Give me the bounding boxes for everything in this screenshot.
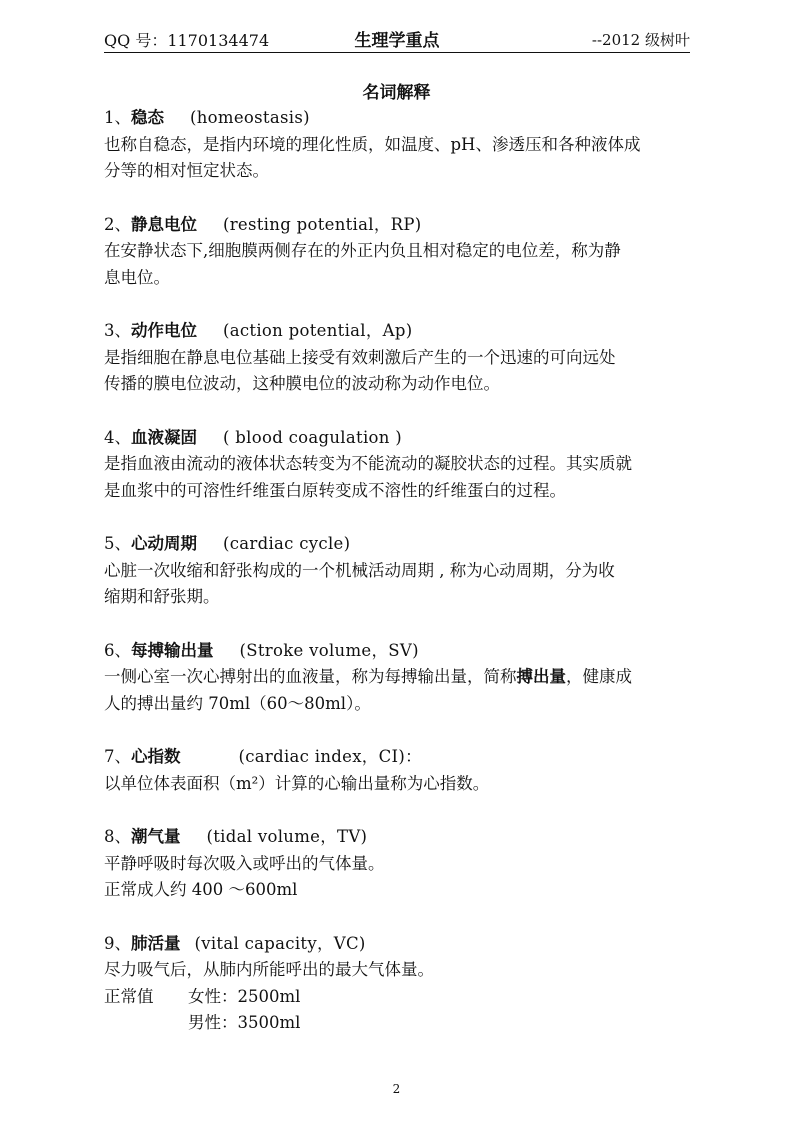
- female-value: 女性：2500ml: [188, 986, 301, 1006]
- term-item: [104, 318, 694, 398]
- definition-line: [104, 664, 694, 691]
- page-number: 2: [392, 1082, 401, 1096]
- term-name: 动作电位: [131, 321, 197, 340]
- header-class: --2012 级树叶: [591, 31, 690, 49]
- normal-value-label: 正常值: [104, 986, 154, 1006]
- term-number: 3、: [104, 321, 131, 340]
- normal-value-row: [104, 1010, 694, 1037]
- term-item: [104, 425, 694, 505]
- term-definition: [104, 345, 694, 398]
- definition-line: 是指血液由流动的液体状态转变为不能流动的凝胶状态的过程。其实质就: [104, 454, 632, 473]
- term-number: 1、: [104, 108, 131, 127]
- term-name: 静息电位: [131, 214, 197, 234]
- page-header: [104, 26, 690, 53]
- term-definition: [104, 558, 694, 611]
- term-name: 心动周期: [131, 534, 197, 553]
- term-number: 4、: [104, 427, 131, 447]
- normal-value-row: [104, 984, 694, 1011]
- definition-line: 人的搏出量约 70ml（60～80ml）。: [104, 693, 371, 713]
- term-name: 潮气量: [131, 827, 181, 846]
- term-heading: [104, 318, 694, 345]
- male-value: 男性：3500ml: [188, 1013, 301, 1032]
- term-item: [104, 212, 694, 292]
- term-list: [104, 105, 694, 1064]
- term-number: 7、: [104, 747, 131, 766]
- definition-line: 以单位体表面积（m²）计算的心输出量称为心指数。: [104, 773, 490, 793]
- term-english: (homeostasis): [190, 108, 310, 127]
- term-name: 每搏输出量: [131, 640, 214, 660]
- term-english: (resting potential，RP): [223, 214, 422, 234]
- term-heading: [104, 744, 694, 771]
- definition-line: 缩期和舒张期。: [104, 587, 220, 606]
- term-english: (tidal volume，TV): [206, 827, 368, 846]
- term-number: 5、: [104, 534, 131, 553]
- term-heading: [104, 212, 694, 239]
- section-title: 名词解释: [362, 83, 431, 103]
- term-name: 血液凝固: [131, 427, 197, 447]
- term-item: [104, 931, 694, 1037]
- term-definition: [104, 664, 694, 717]
- term-english: (cardiac index，CI)：: [238, 747, 422, 766]
- term-number: 6、: [104, 640, 131, 660]
- definition-line: 正常成人约 400 ～600ml: [104, 880, 298, 899]
- definition-line: 分等的相对恒定状态。: [104, 161, 269, 180]
- term-heading: [104, 931, 694, 958]
- term-heading: [104, 105, 694, 132]
- term-number: 8、: [104, 827, 131, 846]
- definition-line: 也称自稳态，是指内环境的理化性质，如温度、pH、渗透压和各种液体成: [104, 134, 641, 154]
- term-definition: [104, 851, 694, 904]
- term-number: 9、: [104, 933, 131, 953]
- term-definition: [104, 238, 694, 291]
- definition-line: 在安静状态下,细胞膜两侧存在的外正内负且相对稳定的电位差，称为静: [104, 241, 621, 260]
- term-english: ( blood coagulation ): [223, 427, 402, 447]
- term-definition: [104, 451, 694, 504]
- term-item: [104, 105, 694, 185]
- term-item: [104, 638, 694, 718]
- definition-line: 心脏一次收缩和舒张构成的一个机械活动周期 , 称为心动周期，分为收: [104, 560, 615, 580]
- term-number: 2、: [104, 214, 131, 234]
- definition-line: 息电位。: [104, 267, 170, 287]
- term-item: [104, 531, 694, 611]
- definition-line: 传播的膜电位波动，这种膜电位的波动称为动作电位。: [104, 374, 500, 393]
- term-name: 肺活量: [131, 933, 181, 953]
- term-name: 稳态: [131, 108, 164, 127]
- term-english: (Stroke volume，SV): [239, 640, 419, 660]
- header-qq: QQ 号：1170134474: [104, 31, 270, 50]
- term-english: (vital capacity，VC): [194, 933, 366, 953]
- definition-line: 是指细胞在静息电位基础上接受有效刺激后产生的一个迅速的可向远处: [104, 347, 616, 367]
- term-name: 心指数: [131, 747, 181, 766]
- term-definition: [104, 771, 694, 798]
- term-heading: [104, 425, 694, 452]
- definition-line: 是血浆中的可溶性纤维蛋白原转变成不溶性的纤维蛋白的过程。: [104, 480, 566, 500]
- term-definition: [104, 132, 694, 185]
- term-heading: [104, 638, 694, 665]
- definition-text: ，健康成: [566, 667, 632, 686]
- term-english: (cardiac cycle): [223, 534, 351, 553]
- term-heading: [104, 824, 694, 851]
- definition-text: 一侧心室一次心搏射出的血液量，称为每搏输出量，简称: [104, 667, 517, 686]
- term-item: [104, 744, 694, 797]
- definition-line: 尽力吸气后，从肺内所能呼出的最大气体量。: [104, 960, 434, 979]
- term-heading: [104, 531, 694, 558]
- term-english: (action potential，Ap): [223, 321, 413, 340]
- term-definition: [104, 957, 694, 1037]
- term-item: [104, 824, 694, 904]
- header-title: 生理学重点: [354, 31, 440, 51]
- abbreviation-emphasis: 搏出量: [516, 667, 566, 686]
- definition-line: 平静呼吸时每次吸入或呼出的气体量。: [104, 853, 385, 873]
